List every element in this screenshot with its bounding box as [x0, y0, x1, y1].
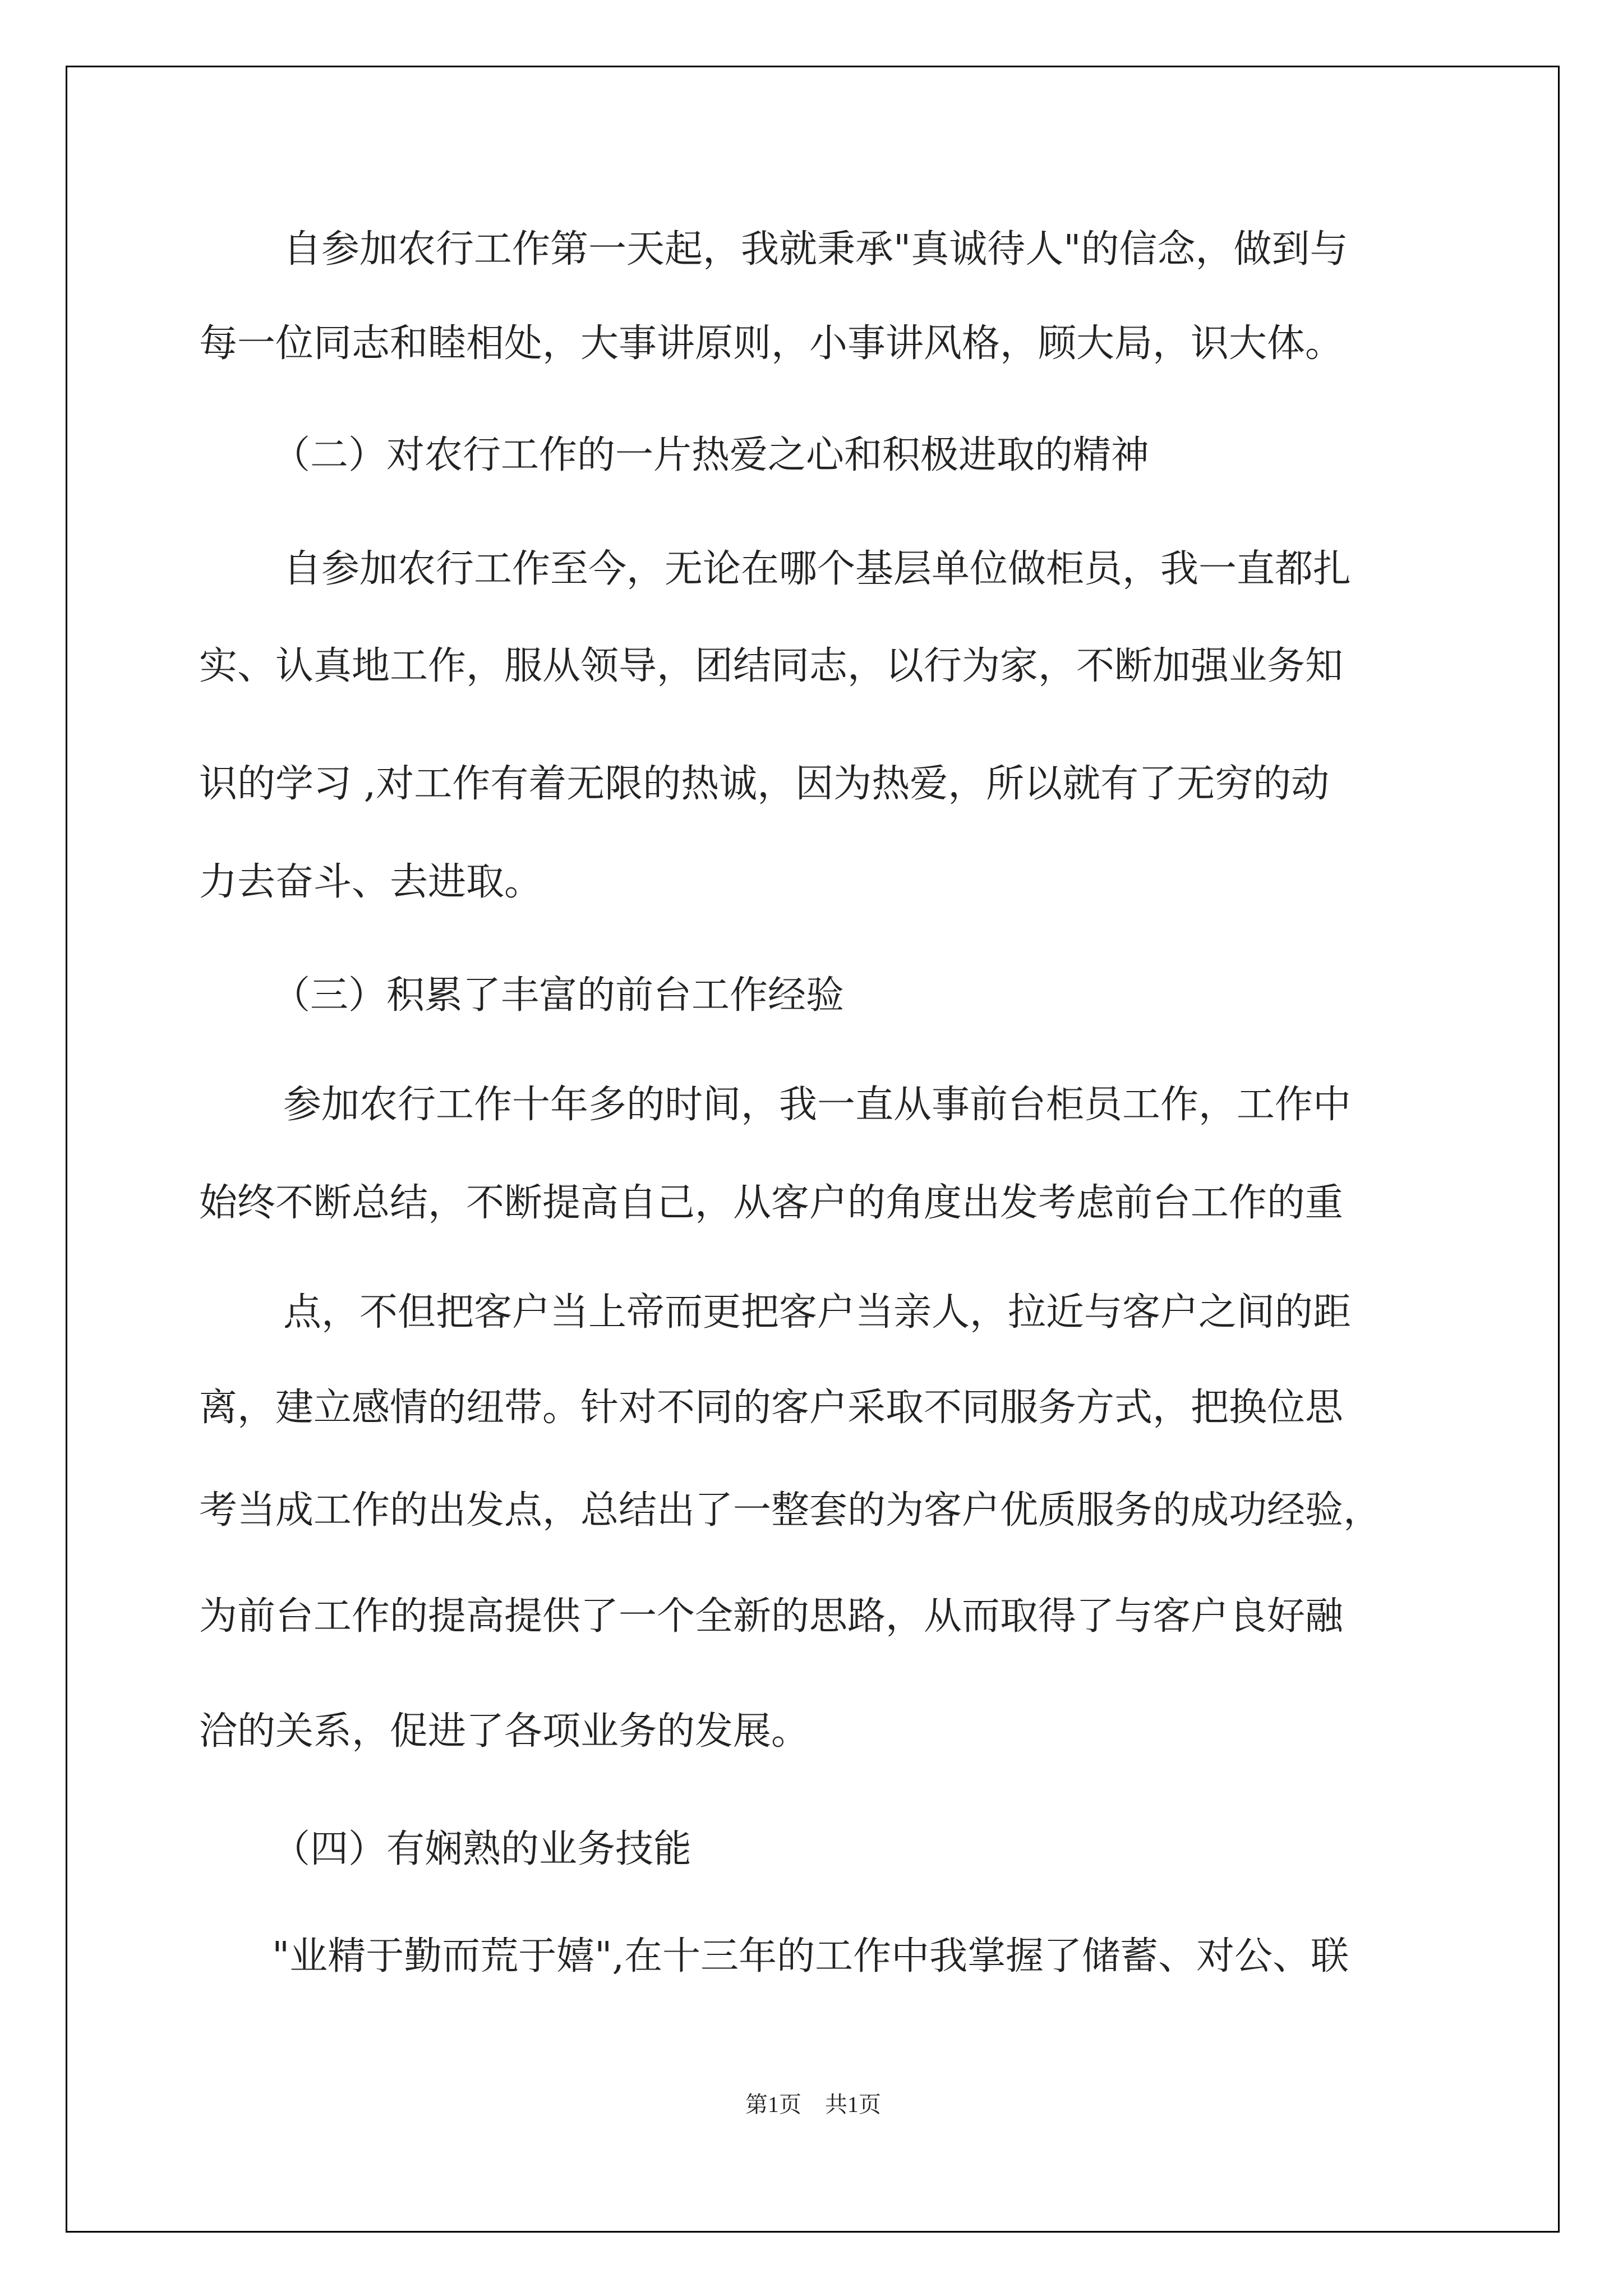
section-heading: （四）有娴熟的业务技能 [272, 1827, 692, 1871]
section-heading: （二）对农行工作的一片热爱之心和积极进取的精神 [272, 433, 1150, 477]
paragraph-line: 实、认真地工作，服从领导，团结同志，以行为家，不断加强业务知 [199, 644, 1344, 688]
paragraph-line: 自参加农行工作第一天起，我就秉承"真诚待人"的信念，做到与 [283, 227, 1348, 272]
paragraph-line: 识的学习 ,对工作有着无限的热诚，因为热爱，所以就有了无穷的动 [199, 762, 1330, 806]
page-footer [628, 2088, 998, 2122]
paragraph-line: 考当成工作的出发点，总结出了一整套的为客户优质服务的成功经验， [199, 1488, 1382, 1533]
paragraph-line: 离，建立感情的纽带。针对不同的客户采取不同服务方式，把换位思 [199, 1386, 1344, 1430]
page-number-total: 共1页 [825, 2092, 881, 2117]
paragraph-line: 始终不断总结，不断提高自己，从客户的角度出发考虑前台工作的重 [199, 1181, 1344, 1225]
paragraph-line: 力去奋斗、去进取。 [199, 860, 543, 904]
paragraph-line: 自参加农行工作至今，无论在哪个基层单位做柜员，我一直都扎 [283, 547, 1352, 591]
paragraph-line: 点，不但把客户当上帝而更把客户当亲人，拉近与客户之间的距 [283, 1290, 1352, 1335]
paragraph-line: 为前台工作的提高提供了一个全新的思路，从而取得了与客户良好融 [199, 1594, 1344, 1639]
paragraph-line: "业精于勤而荒于嬉",在十三年的工作中我掌握了储蓄、对公、联 [272, 1934, 1349, 1978]
page-border [66, 66, 1560, 2233]
page-number-current: 第1页 [745, 2092, 801, 2117]
paragraph-line: 参加农行工作十年多的时间，我一直从事前台柜员工作，工作中 [283, 1083, 1352, 1127]
paragraph-line: 洽的关系，促进了各项业务的发展。 [199, 1709, 810, 1754]
section-heading: （三）积累了丰富的前台工作经验 [272, 973, 845, 1018]
paragraph-line: 每一位同志和睦相处，大事讲原则，小事讲风格，顾大局，识大体。 [199, 321, 1344, 366]
